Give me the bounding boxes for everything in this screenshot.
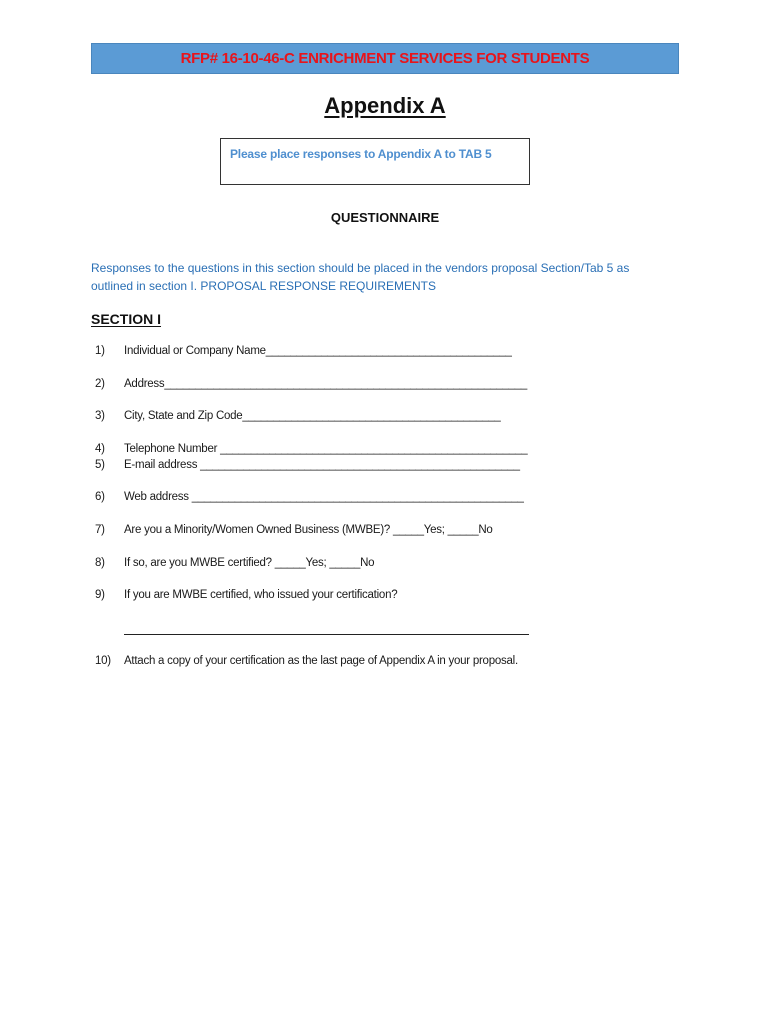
question-number: 2) [95, 378, 105, 390]
question-text: City, State and Zip Code__________________________________________ [124, 410, 501, 422]
questionnaire-heading: QUESTIONNAIRE [330, 210, 440, 225]
rfp-banner-title: RFP# 16-10-46-C ENRICHMENT SERVICES FOR STUDENTS [180, 50, 590, 67]
question-6 [95, 491, 524, 503]
question-text: Address___________________________________________________________ [124, 378, 528, 390]
question-text: Individual or Company Name________________________________________ [124, 345, 512, 357]
question-10 [95, 655, 518, 667]
question-text: Are you a Minority/Women Owned Business (MWBE)? _____Yes; _____No [124, 524, 493, 536]
question-text: If so, are you MWBE certified? _____Yes; _____No [124, 557, 375, 569]
intro-paragraph [91, 259, 691, 295]
certification-answer-line [124, 634, 529, 635]
question-text: E-mail address ____________________________________________________ [124, 459, 520, 471]
intro-line-2: outlined in section I. [91, 279, 201, 293]
question-number: 3) [95, 410, 105, 422]
notice-box [220, 138, 530, 185]
notice-text: Please place responses to Appendix A to TAB 5 [230, 147, 492, 161]
question-9 [95, 589, 397, 601]
section-heading: SECTION I [91, 311, 162, 327]
question-number: 8) [95, 557, 105, 569]
question-text: Web address ______________________________________________________ [124, 491, 524, 503]
question-5 [95, 459, 520, 471]
question-number: 9) [95, 589, 105, 601]
question-number: 6) [95, 491, 105, 503]
question-text: Telephone Number __________________________________________________ [124, 443, 528, 455]
question-text: If you are MWBE certified, who issued your certification? [124, 589, 398, 601]
rfp-banner [91, 43, 679, 74]
question-number: 5) [95, 459, 105, 471]
question-3 [95, 410, 501, 422]
appendix-title: Appendix A [324, 93, 446, 118]
question-number: 4) [95, 443, 105, 455]
question-number: 7) [95, 524, 105, 536]
question-8 [95, 557, 374, 569]
question-2 [95, 378, 527, 390]
question-text: Attach a copy of your certification as the last page of Appendix A in your proposal. [124, 655, 518, 667]
intro-line-1: Responses to the questions in this section should be placed in the vendors proposal Section/Tab 5 as [91, 261, 630, 275]
question-7 [95, 524, 493, 536]
intro-requirements-ref: PROPOSAL RESPONSE REQUIREMENTS [200, 279, 437, 293]
question-number: 10) [95, 655, 111, 667]
question-4 [95, 443, 527, 455]
question-1 [95, 345, 512, 357]
question-number: 1) [95, 345, 105, 357]
